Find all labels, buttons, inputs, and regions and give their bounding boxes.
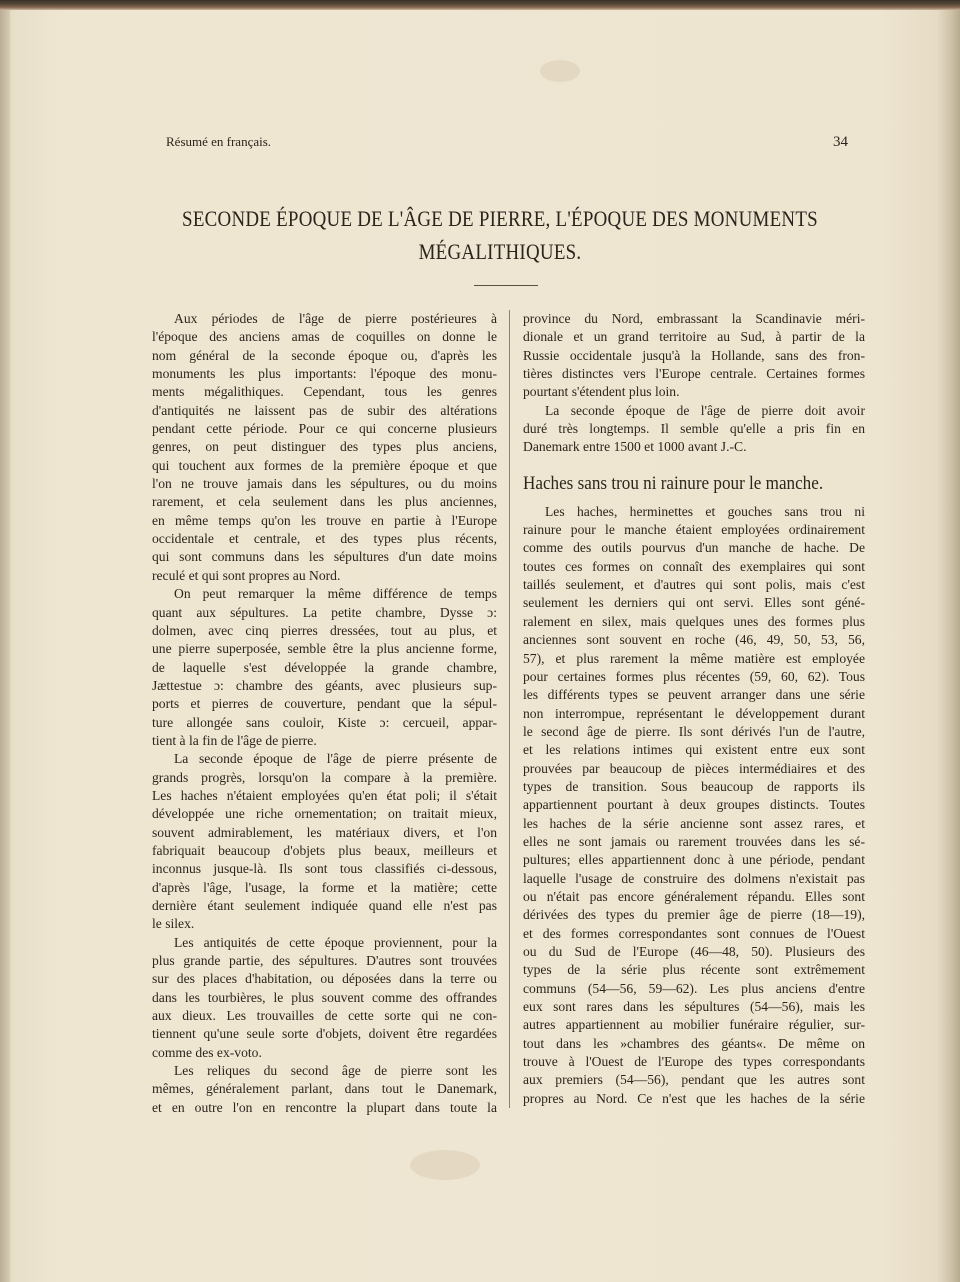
text-line: pendant cette période. Pour ce qui concerne plusieurs xyxy=(152,421,497,437)
text-line: et des formes correspondantes sont connues de l'Ouest xyxy=(523,925,865,941)
text-line: On peut remarquer la même différence de temps xyxy=(174,586,497,602)
text-line: communs (54—56, 59—62). Les plus anciens d'entre xyxy=(523,980,865,996)
text-line: La seconde époque de l'âge de pierre présente de xyxy=(174,751,497,767)
text-line: ralement en silex, mais quelques unes des formes plus xyxy=(523,613,865,629)
text-line: comme des outils pourvus d'un manche de hache. De xyxy=(523,540,865,556)
text-line: en même temps qu'on les trouve en partie à l'Europe xyxy=(152,512,497,528)
text-line: Aux périodes de l'âge de pierre postérieures à xyxy=(174,311,497,326)
text-line: quant aux sépultures. La petite chambre, Dysse ɔ: xyxy=(152,604,497,620)
text-line: le second âge de pierre. Ils sont dérivés l'un de l'autre, xyxy=(523,723,865,739)
text-line: taillés seulement, et d'autres qui sont polis, mais c'est xyxy=(523,577,865,593)
text-line: de laquelle s'est développée la grande chambre, xyxy=(152,659,497,675)
text-line: ou n'était pas encore généralement répandu. Elles sont xyxy=(523,888,865,904)
text-line: l'époque des anciens amas de coquilles on donne le xyxy=(152,329,497,345)
text-line: et les relations intimes qui existent entre eux sont xyxy=(523,742,865,758)
text-line: dionale et un grand territoire au Sud, à partir de la xyxy=(523,329,865,345)
text-line: ments mégalithiques. Cependant, tous les genres xyxy=(152,384,497,400)
title-rule xyxy=(474,285,538,286)
paper-stain xyxy=(540,60,580,82)
text-line: seulement les derniers qui ont servi. Elles sont géné- xyxy=(523,595,865,611)
paper-stain xyxy=(410,1150,480,1180)
section-subheading: Haches sans trou ni rainure pour le manche. xyxy=(523,472,824,494)
text-line: qui sont communs dans les sépultures d'un date moins xyxy=(152,549,497,565)
text-line: nom général de la seconde époque ou, d'après les xyxy=(152,347,497,363)
running-head: Résumé en français. xyxy=(166,134,272,149)
text-line: l'on ne trouve jamais dans les sépultures, ou du moins xyxy=(152,476,497,492)
text-line: Russie occidentale jusqu'à la Hollande, sans des fron- xyxy=(523,347,865,363)
book-edge-top xyxy=(0,0,960,10)
text-line: types de transition. Sous beaucoup de rapports ils xyxy=(523,778,865,794)
page-title-line-2: MÉGALITHIQUES. xyxy=(418,239,582,264)
text-line: les haches de la série ancienne sont assez rares, et xyxy=(523,815,865,831)
text-line: comme des ex-voto. xyxy=(152,1044,262,1060)
text-line: grands progrès, lorsqu'on la compare à la première. xyxy=(152,769,497,785)
text-line: mêmes, généralement parlant, dans tout le Danemark, xyxy=(152,1081,497,1097)
text-line: aux dieux. Les trouvailles de cette sorte qui ne con- xyxy=(152,1008,497,1024)
text-line: Les haches n'étaient employées qu'en état poli; il s'était xyxy=(152,787,497,803)
text-line: non interrompue, représentant le développement durant xyxy=(523,705,865,721)
text-line: dernière étant seulement indiquée quand elle n'est pas xyxy=(152,898,497,913)
text-line: tiennent qu'une seule sorte d'objets, doivent être regardées xyxy=(152,1026,497,1042)
text-line: eux sont rares dans les sépultures (54—56), mais les xyxy=(523,999,865,1015)
text-line: occidentale et centrale, et des types plus récents, xyxy=(152,531,497,547)
text-line: Danemark entre 1500 et 1000 avant J.-C. xyxy=(523,439,747,455)
text-line: Les haches, herminettes et gouches sans trou ni xyxy=(545,503,865,519)
text-line: tout dans les »chambres des géants«. De même on xyxy=(523,1035,865,1051)
text-line: pultures; elles appartiennent donc à une période, pendant xyxy=(523,852,865,868)
left-column xyxy=(152,310,497,1117)
text-line: une pierre superposée, semble être la plus ancienne forme, xyxy=(152,641,497,657)
text-line: 57), et plus rarement la même matière est employée xyxy=(523,650,865,666)
text-line: les différents types se peuvent arranger dans une série xyxy=(523,687,865,703)
text-line: Les reliques du second âge de pierre sont les xyxy=(174,1063,497,1079)
text-line: laquelle l'usage de construire des dolmens n'existait pas xyxy=(523,870,865,886)
text-line: appartiennent pourtant à deux groupes distincts. Toutes xyxy=(523,797,865,813)
text-line: rarement, et cela seulement dans les plus anciennes, xyxy=(152,494,497,510)
book-edge-left xyxy=(0,10,10,1282)
page-title-line-1: SECONDE ÉPOQUE DE L'ÂGE DE PIERRE, L'ÉPOQUE DES MONUMENTS xyxy=(182,206,818,231)
page-number: 34 xyxy=(833,134,848,150)
text-line: tières distinctes vers l'Europe centrale. Certaines formes xyxy=(523,366,865,382)
text-line: monuments les plus importants: l'époque des monu- xyxy=(152,366,497,382)
text-line: ou du Sud de l'Europe (46—48, 50). Plusieurs des xyxy=(523,944,865,959)
text-line: plus grande partie, des sépultures. D'autres sont trouvées xyxy=(152,953,497,969)
text-line: Jættestue ɔ: chambre des géants, avec plusieurs sup- xyxy=(152,677,497,693)
text-line: trouve à l'Ouest de l'Europe des types correspondants xyxy=(523,1054,865,1070)
text-line: La seconde époque de l'âge de pierre doit avoir xyxy=(545,402,865,418)
text-line: aux premiers (54—56), pendant que les autres sont xyxy=(523,1072,865,1088)
text-line: duré très longtemps. Il semble qu'elle a pris fin en xyxy=(523,421,865,437)
text-line: reculé et qui sont propres au Nord. xyxy=(152,567,341,583)
text-line: genres, on peut distinguer des types plus anciens, xyxy=(152,439,497,455)
text-line: anciennes sont souvent en roche (46, 49, 50, 53, 56, xyxy=(523,632,865,648)
text-line: prouvées par beaucoup de pièces intermédiaires et des xyxy=(523,760,865,776)
text-line: autres appartiennent au mobilier funéraire régulier, sur- xyxy=(523,1017,865,1033)
text-line: le silex. xyxy=(152,916,195,932)
right-column-part-a xyxy=(523,310,865,457)
text-line: toutes ces formes on connaît des exemplaires qui sont xyxy=(523,558,865,574)
text-line: et en outre l'on en rencontre la plupart dans toute la xyxy=(152,1099,497,1115)
text-line: inconnus jusque-là. Ils sont tous classifiés ci-dessous, xyxy=(152,861,497,877)
text-line: elles ne sont jamais ou rarement trouvées dans les sé- xyxy=(523,833,865,849)
right-column-part-b xyxy=(523,503,865,1108)
text-line: sur des places d'habitation, ou déposées dans la terre ou xyxy=(152,971,497,987)
text-line: dans les tourbières, le plus souvent comme des offrandes xyxy=(152,989,497,1005)
book-edge-right xyxy=(936,10,960,1282)
text-line: types de la série plus récente sont extrêmement xyxy=(523,962,865,978)
text-line: dolmen, avec cinq pierres dressées, tout au plus, et xyxy=(152,622,497,638)
text-line: rainure pour le manche étaient employées ordinairement xyxy=(523,522,865,538)
text-line: d'après l'âge, l'usage, la forme et la matière; cette xyxy=(152,879,497,895)
text-line: fabriquait beaucoup d'objets plus beaux, meilleurs et xyxy=(152,842,497,858)
text-line: développée une riche ornementation; on traitait mieux, xyxy=(152,806,497,822)
text-line: souvent admirablement, les matériaux divers, et l'on xyxy=(152,824,497,840)
text-line: pour certaines formes plus récentes (59, 60, 62). Tous xyxy=(523,668,865,684)
text-line: tient à la fin de l'âge de pierre. xyxy=(152,732,317,748)
text-line: province du Nord, embrassant la Scandinavie méri- xyxy=(523,311,865,326)
right-column xyxy=(523,310,865,1108)
text-line: d'antiquités ne laissent pas de subir des altérations xyxy=(152,402,497,418)
text-line: pourtant s'étendent plus loin. xyxy=(523,384,680,400)
column-divider xyxy=(509,310,510,1108)
text-line: Les antiquités de cette époque proviennent, pour la xyxy=(174,934,497,950)
text-line: propres au Nord. Ce n'est que les haches de la série xyxy=(523,1090,865,1106)
text-line: dérivées des types du premier âge de pierre (18—19), xyxy=(523,907,865,923)
text-line: ture allongée sans couloir, Kiste ɔ: cercueil, appar- xyxy=(152,714,497,730)
text-line: ports et pierres de couverture, pendant que la sépul- xyxy=(152,696,497,712)
text-line: qui touchent aux formes de la première époque et que xyxy=(152,457,497,473)
